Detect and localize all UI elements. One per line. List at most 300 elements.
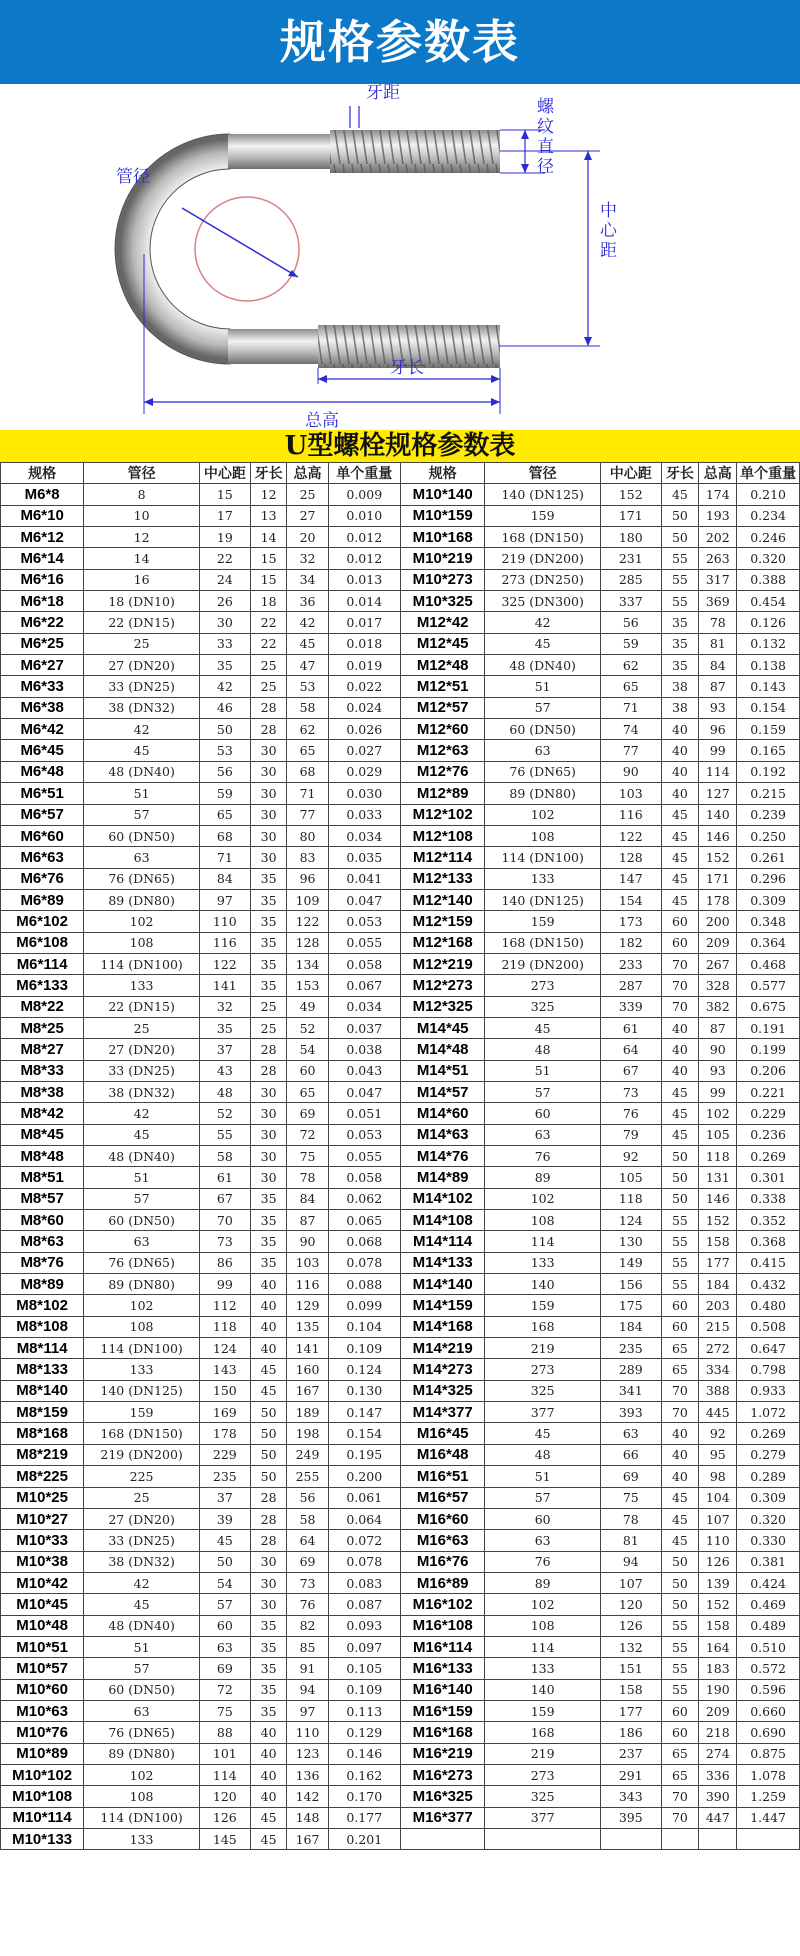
table-row: [1, 740, 800, 761]
cell-thread-len: 60: [661, 911, 699, 932]
cell-center-dist: 24: [199, 569, 250, 590]
table-row: [1, 1615, 800, 1636]
cell-weight: 0.468: [737, 953, 800, 974]
cell-thread-len: 28: [250, 1039, 287, 1060]
cell-center-dist: 178: [199, 1423, 250, 1444]
cell-total-height: 136: [287, 1764, 328, 1785]
cell-center-dist: 73: [601, 1081, 662, 1102]
cell-thread-len: 30: [250, 1551, 287, 1572]
cell-center-dist: 337: [601, 591, 662, 612]
cell-center-dist: 231: [601, 548, 662, 569]
cell-center-dist: 42: [199, 676, 250, 697]
cell-total-height: 255: [287, 1466, 328, 1487]
cell-center-dist: 74: [601, 719, 662, 740]
cell-pipe-dia: 38 (DN32): [84, 1551, 200, 1572]
cell-weight: 0.162: [328, 1764, 400, 1785]
cell-center-dist: 112: [199, 1295, 250, 1316]
cell-total-height: 96: [287, 868, 328, 889]
cell-spec: M8*60: [1, 1210, 84, 1231]
table-row: [1, 1274, 800, 1295]
cell-center-dist: 67: [199, 1188, 250, 1209]
cell-weight: 0.099: [328, 1295, 400, 1316]
cell-total-height: 69: [287, 1551, 328, 1572]
cell-thread-len: 15: [250, 548, 287, 569]
cell-total-height: 146: [699, 825, 737, 846]
cell-thread-len: 30: [250, 761, 287, 782]
cell-pipe-dia: 38 (DN32): [84, 1081, 200, 1102]
table-row: [1, 1210, 800, 1231]
table-row: [1, 825, 800, 846]
cell-thread-len: 35: [661, 612, 699, 633]
cell-pipe-dia: 60 (DN50): [84, 825, 200, 846]
cell-center-dist: 235: [601, 1338, 662, 1359]
cell-spec: M6*76: [1, 868, 84, 889]
cell-center-dist: 75: [199, 1700, 250, 1721]
cell-pipe-dia: 377: [485, 1807, 601, 1828]
cell-pipe-dia: 76: [485, 1146, 601, 1167]
cell-thread-len: 40: [661, 761, 699, 782]
cell-thread-len: 28: [250, 1508, 287, 1529]
cell-thread-len: 35: [250, 975, 287, 996]
cell-spec: M8*22: [1, 996, 84, 1017]
cell-pipe-dia: 140: [485, 1679, 601, 1700]
table-row: [1, 1359, 800, 1380]
table-row: [1, 1786, 800, 1807]
cell-pipe-dia: 48 (DN40): [84, 1146, 200, 1167]
cell-pipe-dia: 219: [485, 1338, 601, 1359]
cell-thread-len: 30: [250, 740, 287, 761]
cell-center-dist: 67: [601, 1060, 662, 1081]
cell-weight: 0.146: [328, 1743, 400, 1764]
cell-thread-len: 40: [250, 1764, 287, 1785]
cell-weight: 1.072: [737, 1402, 800, 1423]
cell-pipe-dia: 42: [485, 612, 601, 633]
cell-pipe-dia: 63: [485, 740, 601, 761]
cell-pipe-dia: 168 (DN150): [485, 527, 601, 548]
cell-thread-len: 40: [661, 1017, 699, 1038]
cell-weight: 0.109: [328, 1338, 400, 1359]
cell-pipe-dia: 57: [84, 1658, 200, 1679]
cell-center-dist: 59: [199, 783, 250, 804]
cell-thread-len: 13: [250, 505, 287, 526]
cell-thread-len: 28: [250, 1530, 287, 1551]
cell-center-dist: 341: [601, 1380, 662, 1401]
cell-pipe-dia: 45: [485, 633, 601, 654]
cell-weight: 0.124: [328, 1359, 400, 1380]
cell-weight: 0.647: [737, 1338, 800, 1359]
cell-weight: 0.064: [328, 1508, 400, 1529]
table-row: [1, 1060, 800, 1081]
cell-weight: 0.067: [328, 975, 400, 996]
table-header-row: [1, 463, 800, 484]
cell-total-height: 148: [287, 1807, 328, 1828]
cell-total-height: 102: [699, 1103, 737, 1124]
cell-pipe-dia: 133: [84, 1829, 200, 1850]
cell-center-dist: 60: [199, 1615, 250, 1636]
cell-thread-len: 65: [661, 1338, 699, 1359]
cell-total-height: 171: [699, 868, 737, 889]
cell-thread-len: 45: [661, 1081, 699, 1102]
cell-thread-len: 40: [250, 1786, 287, 1807]
cell-total-height: 78: [699, 612, 737, 633]
cell-thread-len: 50: [661, 1146, 699, 1167]
cell-thread-len: 50: [661, 1572, 699, 1593]
cell-center-dist: 126: [601, 1615, 662, 1636]
cell-center-dist: 55: [199, 1124, 250, 1145]
cell-pipe-dia: 76 (DN65): [485, 761, 601, 782]
cell-pipe-dia: 159: [84, 1402, 200, 1423]
cell-pipe-dia: 108: [485, 1615, 601, 1636]
cell-weight: 0.660: [737, 1700, 800, 1721]
cell-pipe-dia: 10: [84, 505, 200, 526]
cell-thread-len: 28: [250, 1487, 287, 1508]
cell-weight: 0.043: [328, 1060, 400, 1081]
cell-pipe-dia: 159: [485, 1295, 601, 1316]
cell-pipe-dia: 325 (DN300): [485, 591, 601, 612]
cell-weight: 0.432: [737, 1274, 800, 1295]
cell-total-height: 25: [287, 484, 328, 505]
cell-spec: M10*108: [1, 1786, 84, 1807]
cell-pipe-dia: 63: [84, 1231, 200, 1252]
table-row: [1, 1487, 800, 1508]
cell-total-height: 58: [287, 1508, 328, 1529]
cell-center-dist: 150: [199, 1380, 250, 1401]
cell-center-dist: 37: [199, 1487, 250, 1508]
table-row: [1, 1743, 800, 1764]
header-thread-len-2: 牙长: [661, 463, 699, 484]
cell-center-dist: 339: [601, 996, 662, 1017]
cell-pipe-dia: 51: [485, 676, 601, 697]
cell-spec: M6*42: [1, 719, 84, 740]
cell-spec: M16*168: [401, 1722, 485, 1743]
cell-spec: M10*133: [1, 1829, 84, 1850]
cell-spec: M16*273: [401, 1764, 485, 1785]
cell-pipe-dia: 8: [84, 484, 200, 505]
cell-center-dist: 15: [199, 484, 250, 505]
cell-spec: M10*168: [401, 527, 485, 548]
cell-pipe-dia: 60: [485, 1508, 601, 1529]
cell-total-height: 189: [287, 1402, 328, 1423]
cell-thread-len: 45: [661, 1487, 699, 1508]
table-row: [1, 1530, 800, 1551]
cell-thread-len: 30: [250, 1124, 287, 1145]
cell-pipe-dia: 60: [485, 1103, 601, 1124]
cell-thread-len: 70: [661, 953, 699, 974]
cell-pipe-dia: 42: [84, 1572, 200, 1593]
cell-total-height: 97: [287, 1700, 328, 1721]
cell-weight: 0.022: [328, 676, 400, 697]
cell-pipe-dia: 48 (DN40): [485, 655, 601, 676]
cell-center-dist: 92: [601, 1146, 662, 1167]
cell-thread-len: 40: [661, 1060, 699, 1081]
cell-pipe-dia: 63: [485, 1124, 601, 1145]
cell-spec: M14*102: [401, 1188, 485, 1209]
cell-center-dist: 81: [601, 1530, 662, 1551]
cell-spec: M10*89: [1, 1743, 84, 1764]
cell-weight: 0.215: [737, 783, 800, 804]
cell-pipe-dia: 89 (DN80): [84, 1743, 200, 1764]
cell-thread-len: 30: [250, 1146, 287, 1167]
cell-total-height: 118: [699, 1146, 737, 1167]
table-row: [1, 1103, 800, 1124]
table-row: [1, 761, 800, 782]
cell-thread-len: 30: [250, 1572, 287, 1593]
cell-pipe-dia: 219 (DN200): [485, 548, 601, 569]
cell-weight: 1.078: [737, 1764, 800, 1785]
cell-center-dist: 33: [199, 633, 250, 654]
cell-pipe-dia: 108: [84, 932, 200, 953]
table-row: [1, 1594, 800, 1615]
cell-pipe-dia: 168 (DN150): [485, 932, 601, 953]
table-row: [1, 1252, 800, 1273]
cell-spec: M6*8: [1, 484, 84, 505]
cell-spec: M8*38: [1, 1081, 84, 1102]
cell-weight: 0.510: [737, 1636, 800, 1657]
cell-thread-len: 40: [661, 719, 699, 740]
cell-total-height: 140: [699, 804, 737, 825]
cell-pipe-dia: 57: [485, 697, 601, 718]
cell-pipe-dia: 108: [84, 1316, 200, 1337]
table-row: [1, 719, 800, 740]
cell-thread-len: 40: [250, 1274, 287, 1295]
cell-weight: 0.246: [737, 527, 800, 548]
cell-spec: M12*114: [401, 847, 485, 868]
cell-thread-len: 60: [661, 1316, 699, 1337]
cell-thread-len: 50: [250, 1466, 287, 1487]
cell-weight: 0.026: [328, 719, 400, 740]
cell-pipe-dia: 63: [84, 847, 200, 868]
cell-weight: 1.259: [737, 1786, 800, 1807]
table-row: [1, 1700, 800, 1721]
cell-total-height: 267: [699, 953, 737, 974]
cell-total-height: 141: [287, 1338, 328, 1359]
cell-thread-len: 50: [661, 1594, 699, 1615]
cell-pipe-dia: 102: [485, 1594, 601, 1615]
cell-thread-len: 35: [661, 633, 699, 654]
cell-total-height: 131: [699, 1167, 737, 1188]
cell-total-height: 249: [287, 1444, 328, 1465]
cell-total-height: 80: [287, 825, 328, 846]
cell-total-height: 68: [287, 761, 328, 782]
table-row: [1, 1722, 800, 1743]
table-row: [1, 1466, 800, 1487]
cell-weight: 0.675: [737, 996, 800, 1017]
cell-pipe-dia: 57: [485, 1487, 601, 1508]
cell-pipe-dia: 33 (DN25): [84, 1530, 200, 1551]
cell-spec: M10*27: [1, 1508, 84, 1529]
cell-thread-len: 45: [661, 825, 699, 846]
cell-spec: M10*33: [1, 1530, 84, 1551]
cell-thread-len: 30: [250, 825, 287, 846]
cell-pipe-dia: 225: [84, 1466, 200, 1487]
cell-thread-len: 65: [661, 1764, 699, 1785]
cell-total-height: 87: [287, 1210, 328, 1231]
cell-thread-len: 50: [661, 505, 699, 526]
table-row: [1, 932, 800, 953]
cell-total-height: 36: [287, 591, 328, 612]
table-row: [1, 1295, 800, 1316]
cell-pipe-dia: 51: [84, 1167, 200, 1188]
cell-pipe-dia: 27 (DN20): [84, 655, 200, 676]
cell-spec: M10*219: [401, 548, 485, 569]
table-row: [1, 868, 800, 889]
cell-total-height: 193: [699, 505, 737, 526]
cell-thread-len: 45: [250, 1807, 287, 1828]
cell-pipe-dia: 57: [485, 1081, 601, 1102]
cell-pipe-dia: 133: [485, 1658, 601, 1679]
cell-weight: 0.038: [328, 1039, 400, 1060]
cell-pipe-dia: 60 (DN50): [84, 1679, 200, 1700]
cell-total-height: 95: [699, 1444, 737, 1465]
cell-weight: 0.338: [737, 1188, 800, 1209]
table-row: [1, 1423, 800, 1444]
cell-total-height: 27: [287, 505, 328, 526]
cell-weight: 0.055: [328, 932, 400, 953]
cell-weight: 0.210: [737, 484, 800, 505]
cell-pipe-dia: 102: [485, 1188, 601, 1209]
cell-center-dist: 101: [199, 1743, 250, 1764]
cell-total-height: 64: [287, 1530, 328, 1551]
cell-thread-len: [661, 1829, 699, 1850]
cell-total-height: 77: [287, 804, 328, 825]
cell-weight: 0.027: [328, 740, 400, 761]
cell-spec: M12*325: [401, 996, 485, 1017]
cell-pipe-dia: 159: [485, 505, 601, 526]
cell-total-height: 164: [699, 1636, 737, 1657]
cell-spec: M14*60: [401, 1103, 485, 1124]
cell-thread-len: 45: [661, 1530, 699, 1551]
cell-spec: M8*108: [1, 1316, 84, 1337]
cell-center-dist: 48: [199, 1081, 250, 1102]
cell-spec: M10*45: [1, 1594, 84, 1615]
cell-spec: M14*51: [401, 1060, 485, 1081]
cell-thread-len: 50: [661, 527, 699, 548]
cell-total-height: 62: [287, 719, 328, 740]
cell-total-height: 105: [699, 1124, 737, 1145]
cell-weight: 0.201: [328, 1829, 400, 1850]
cell-weight: 0.058: [328, 953, 400, 974]
cell-thread-len: 70: [661, 1786, 699, 1807]
cell-center-dist: 50: [199, 719, 250, 740]
table-row: [1, 1444, 800, 1465]
cell-total-height: 447: [699, 1807, 737, 1828]
cell-spec: M8*63: [1, 1231, 84, 1252]
cell-center-dist: 122: [601, 825, 662, 846]
cell-thread-len: 35: [250, 1210, 287, 1231]
cell-total-height: 158: [699, 1615, 737, 1636]
page-banner: 规格参数表: [0, 0, 800, 84]
label-thread-len: 牙长: [390, 358, 424, 378]
cell-total-height: 200: [699, 911, 737, 932]
cell-spec: M12*133: [401, 868, 485, 889]
table-title: U型螺栓规格参数表: [0, 430, 800, 462]
cell-weight: 0.177: [328, 1807, 400, 1828]
cell-total-height: 53: [287, 676, 328, 697]
cell-total-height: 83: [287, 847, 328, 868]
cell-center-dist: 175: [601, 1295, 662, 1316]
cell-total-height: 263: [699, 548, 737, 569]
cell-weight: 0.236: [737, 1124, 800, 1145]
cell-spec: M8*140: [1, 1380, 84, 1401]
header-center-dist-2: 中心距: [601, 463, 662, 484]
cell-pipe-dia: 48: [485, 1039, 601, 1060]
cell-total-height: 99: [699, 740, 737, 761]
table-row: [1, 655, 800, 676]
cell-weight: 0.234: [737, 505, 800, 526]
cell-spec: M6*33: [1, 676, 84, 697]
cell-total-height: 104: [699, 1487, 737, 1508]
cell-spec: M16*102: [401, 1594, 485, 1615]
cell-thread-len: 70: [661, 1807, 699, 1828]
cell-total-height: 134: [287, 953, 328, 974]
cell-pipe-dia: 140 (DN125): [84, 1380, 200, 1401]
header-thread-len: 牙长: [250, 463, 287, 484]
cell-pipe-dia: 51: [84, 783, 200, 804]
cell-pipe-dia: [485, 1829, 601, 1850]
cell-pipe-dia: 48: [485, 1444, 601, 1465]
cell-total-height: 328: [699, 975, 737, 996]
header-pipe-dia: 管径: [84, 463, 200, 484]
cell-thread-len: 55: [661, 1274, 699, 1295]
table-row: [1, 1380, 800, 1401]
cell-pipe-dia: 33 (DN25): [84, 1060, 200, 1081]
cell-spec: M12*108: [401, 825, 485, 846]
cell-total-height: 47: [287, 655, 328, 676]
table-row: [1, 1146, 800, 1167]
cell-weight: 0.072: [328, 1530, 400, 1551]
table-row: [1, 804, 800, 825]
cell-pipe-dia: 76 (DN65): [84, 1722, 200, 1743]
cell-thread-len: 45: [661, 1508, 699, 1529]
cell-weight: 0.229: [737, 1103, 800, 1124]
cell-weight: 0.129: [328, 1722, 400, 1743]
cell-total-height: 84: [287, 1188, 328, 1209]
cell-pipe-dia: 51: [485, 1466, 601, 1487]
cell-center-dist: 62: [601, 655, 662, 676]
cell-total-height: 160: [287, 1359, 328, 1380]
u-bolt-diagram: [0, 84, 800, 430]
cell-spec: M14*57: [401, 1081, 485, 1102]
cell-center-dist: 118: [601, 1188, 662, 1209]
cell-center-dist: 64: [601, 1039, 662, 1060]
cell-pipe-dia: 14: [84, 548, 200, 569]
cell-thread-len: 55: [661, 1231, 699, 1252]
cell-spec: M16*76: [401, 1551, 485, 1572]
cell-center-dist: 120: [601, 1594, 662, 1615]
cell-total-height: 116: [287, 1274, 328, 1295]
cell-weight: 0.105: [328, 1658, 400, 1679]
cell-spec: M8*42: [1, 1103, 84, 1124]
cell-pipe-dia: 25: [84, 1487, 200, 1508]
cell-center-dist: 69: [199, 1658, 250, 1679]
cell-weight: 0.348: [737, 911, 800, 932]
cell-center-dist: 233: [601, 953, 662, 974]
cell-thread-len: 25: [250, 655, 287, 676]
header-weight: 单个重量: [328, 463, 400, 484]
cell-spec: M14*325: [401, 1380, 485, 1401]
cell-pipe-dia: 18 (DN10): [84, 591, 200, 612]
cell-total-height: 109: [287, 889, 328, 910]
cell-thread-len: 50: [250, 1402, 287, 1423]
cell-spec: M12*89: [401, 783, 485, 804]
cell-total-height: 110: [287, 1722, 328, 1743]
cell-thread-len: 40: [250, 1743, 287, 1764]
cell-spec: M16*377: [401, 1807, 485, 1828]
cell-pipe-dia: 102: [485, 804, 601, 825]
label-pipe-dia: 管径: [116, 167, 150, 187]
cell-weight: 0.014: [328, 591, 400, 612]
cell-thread-len: 70: [661, 1380, 699, 1401]
